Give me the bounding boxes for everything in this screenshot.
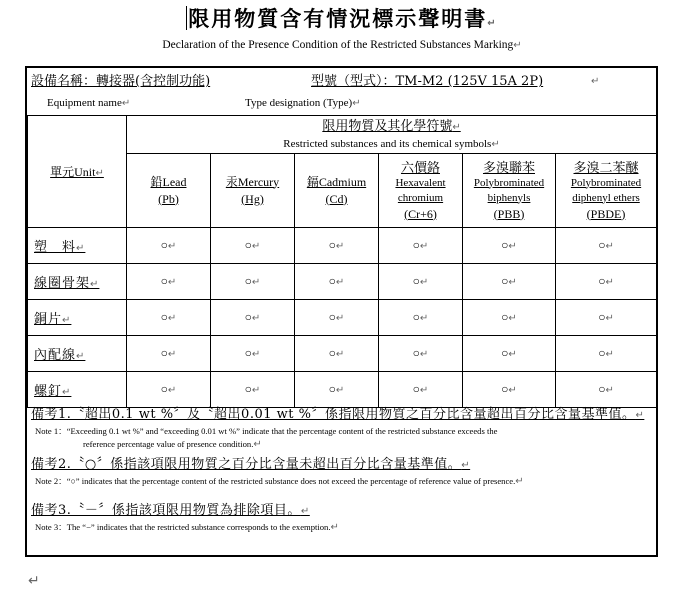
presence-cell: ○↵ <box>295 372 379 408</box>
presence-cell: ○↵ <box>127 300 211 336</box>
note-2-en: Note 2：“○” indicates that the percentage content of the restricted substance does not exceed the percentage of reference value of presence.↵ <box>35 476 524 487</box>
paragraph-mark-icon: ↵ <box>76 243 86 254</box>
substance-table <box>27 115 657 408</box>
paragraph-mark-icon: ↵ <box>62 315 72 326</box>
notes-section <box>27 406 656 534</box>
substance-header-3: 六價鉻 Hexavalent chromium (Cr+6) <box>379 154 463 228</box>
model-label: 型號（型式）：TM-M2 (125V 15A 2P) <box>311 74 544 89</box>
substances-header-en: Restricted substances and its chemical symbols <box>283 138 492 150</box>
presence-cell: ○↵ <box>127 228 211 264</box>
paragraph-mark-icon: ↵ <box>121 98 131 109</box>
equipment-name-en: Equipment name <box>47 97 122 109</box>
substance-header-1: 汞Mercury (Hg) <box>211 154 295 228</box>
presence-cell: ○↵ <box>379 300 463 336</box>
presence-cell: ○↵ <box>463 372 556 408</box>
presence-cell: ○↵ <box>556 300 657 336</box>
unit-label: 線圈骨架↵ <box>28 264 127 300</box>
presence-cell: ○↵ <box>211 228 295 264</box>
presence-cell: ○↵ <box>379 336 463 372</box>
title-text: 限用物質含有情況標示聲明書 <box>188 6 488 31</box>
equipment-row-en <box>47 95 647 112</box>
document-subtitle <box>0 37 684 54</box>
substances-header: 限用物質及其化學符號↵ Restricted substances and its chemical symbols↵ <box>127 116 657 154</box>
presence-cell: ○↵ <box>379 228 463 264</box>
declaration-frame <box>25 66 658 557</box>
paragraph-mark-icon: ↵ <box>513 40 522 51</box>
paragraph-mark-icon: ↵ <box>591 76 600 87</box>
presence-cell: ○↵ <box>211 372 295 408</box>
presence-cell: ○↵ <box>556 372 657 408</box>
presence-cell: ○↵ <box>556 228 657 264</box>
equipment-name-label: 設備名稱：轉接器(含控制功能) <box>31 74 211 89</box>
substance-header-0: 鉛Lead (Pb) <box>127 154 211 228</box>
paragraph-mark-icon: ↵ <box>28 573 40 589</box>
note-3-en: Note 3：The “−” indicates that the restricted substance corresponds to the exemption.↵ <box>35 522 339 533</box>
unit-label: 塑 料↵ <box>28 228 127 264</box>
substance-header-2: 鎘Cadmium (Cd) <box>295 154 379 228</box>
presence-cell: ○↵ <box>211 300 295 336</box>
unit-header: 單元Unit↵ <box>28 116 127 228</box>
presence-cell: ○↵ <box>556 336 657 372</box>
presence-cell: ○↵ <box>127 372 211 408</box>
presence-cell: ○↵ <box>295 300 379 336</box>
presence-cell: ○↵ <box>295 228 379 264</box>
note-2-zh: 備考2.〝○〞係指該項限用物質之百分比含量未超出百分比含量基準值。↵ <box>31 457 471 472</box>
presence-cell: ○↵ <box>295 336 379 372</box>
type-designation-en: Type designation (Type)↵ <box>245 97 361 109</box>
document-title <box>0 4 684 39</box>
subtitle-text: Declaration of the Presence Condition of the Restricted Substances Marking <box>162 39 514 51</box>
substance-header-4: 多溴聯苯 Polybrominated biphenyls (PBB) <box>463 154 556 228</box>
presence-cell: ○↵ <box>463 264 556 300</box>
substance-header-5: 多溴二苯醚 Polybrominated diphenyl ethers (PBDE) <box>556 154 657 228</box>
note-1-en: Note 1：“Exceeding 0.1 wt %” and “exceeding 0.01 wt %” indicate that the percentage content of the restricted substance exceeds the <box>35 426 498 436</box>
paragraph-mark-icon: ↵ <box>62 387 72 398</box>
table-row <box>28 300 657 336</box>
paragraph-mark-icon: ↵ <box>90 279 100 290</box>
table-row <box>28 336 657 372</box>
presence-cell: ○↵ <box>556 264 657 300</box>
presence-cell: ○↵ <box>463 228 556 264</box>
presence-cell: ○↵ <box>211 264 295 300</box>
presence-cell: ○↵ <box>463 300 556 336</box>
table-row <box>28 264 657 300</box>
note-1-en-cont: reference percentage value of presence condition.↵ <box>83 439 262 450</box>
unit-label: 內配線↵ <box>28 336 127 372</box>
presence-cell: ○↵ <box>211 336 295 372</box>
substances-header-zh: 限用物質及其化學符號 <box>322 118 453 133</box>
presence-cell: ○↵ <box>379 372 463 408</box>
table-row <box>28 372 657 408</box>
presence-cell: ○↵ <box>127 336 211 372</box>
equipment-row-zh <box>31 73 651 91</box>
note-1-zh: 備考1.〝超出0.1 wt %〞及〝超出0.01 wt %〞係指限用物質之百分比含量超出百分比含量基準值。↵ <box>31 407 645 422</box>
unit-label: 銅片↵ <box>28 300 127 336</box>
presence-cell: ○↵ <box>295 264 379 300</box>
paragraph-mark-icon: ↵ <box>76 351 86 362</box>
note-3-zh: 備考3.〝－〞係指該項限用物質為排除項目。↵ <box>31 503 310 518</box>
paragraph-mark-icon: ↵ <box>487 18 498 29</box>
unit-label: 螺釘↵ <box>28 372 127 408</box>
presence-cell: ○↵ <box>463 336 556 372</box>
presence-cell: ○↵ <box>379 264 463 300</box>
presence-cell: ○↵ <box>127 264 211 300</box>
table-row <box>28 228 657 264</box>
